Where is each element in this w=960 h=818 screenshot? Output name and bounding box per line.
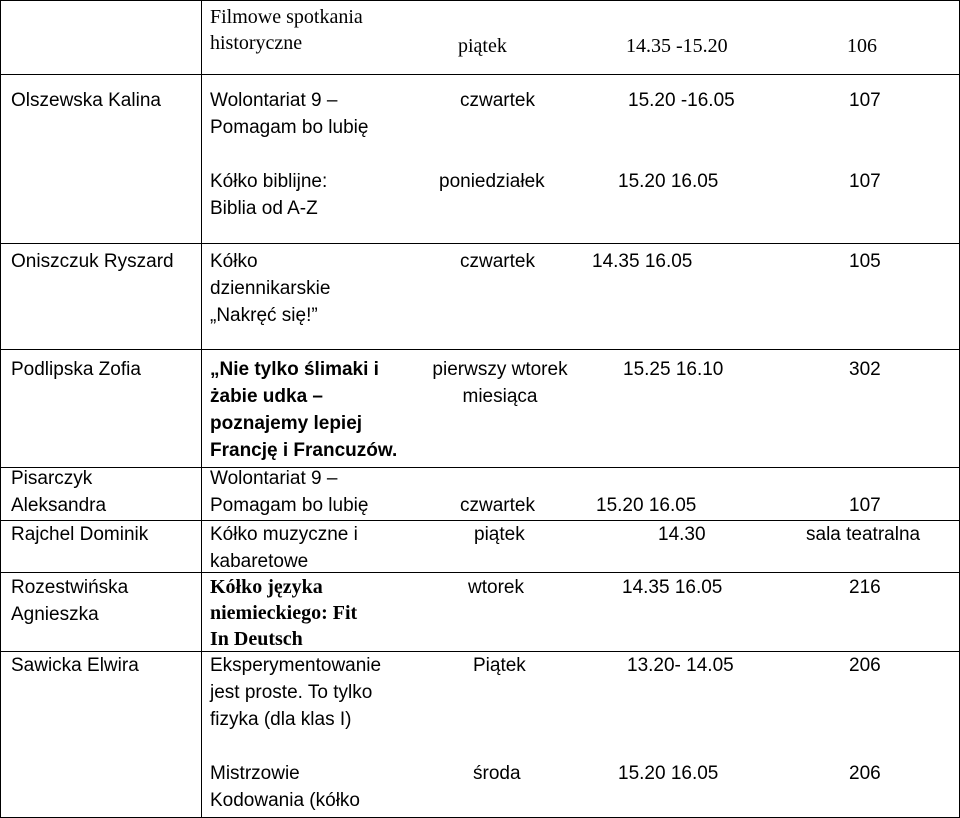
- room-cell: sala teatralna: [806, 524, 921, 545]
- day-cell: pierwszy wtorek miesiąca: [432, 359, 568, 407]
- time-cell: 14.35 16.05: [622, 577, 723, 598]
- activity-cell: Kółko muzyczne i kabaretowe: [210, 524, 358, 572]
- row-divider: [0, 572, 960, 573]
- time-cell: 14.35 -15.20: [626, 35, 728, 57]
- activity-cell: Eksperymentowanie jest proste. To tylko fizyka (dla klas I): [210, 655, 382, 730]
- day-cell: piątek: [458, 35, 507, 57]
- teacher-cell: Sawicka Elwira: [11, 655, 139, 676]
- day-cell: Piątek: [473, 655, 526, 676]
- day-cell: środa: [473, 763, 521, 784]
- day-cell: piątek: [474, 524, 525, 545]
- day-cell: czwartek: [460, 495, 535, 516]
- room-cell: 106: [847, 35, 877, 57]
- room-cell: 107: [849, 495, 881, 516]
- activity-cell: Kółko dziennikarskie „Nakręć się!”: [210, 251, 331, 326]
- activity-cell: Wolontariat 9 – Pomagam bo lubię: [210, 468, 369, 516]
- day-cell: czwartek: [460, 90, 535, 111]
- day-cell: poniedziałek: [439, 171, 545, 192]
- teacher-cell: Rozestwińska Agnieszka: [11, 577, 129, 625]
- room-cell: 107: [849, 90, 881, 111]
- time-cell: 13.20- 14.05: [627, 655, 734, 676]
- room-cell: 107: [849, 171, 881, 192]
- time-cell: 15.20 16.05: [596, 495, 697, 516]
- activity-cell: Kółko biblijne: Biblia od A-Z: [210, 171, 328, 219]
- time-cell: 14.35 16.05: [592, 251, 693, 272]
- row-divider: [0, 349, 960, 350]
- room-cell: 206: [849, 655, 881, 676]
- table-border-top: [0, 0, 960, 1]
- room-cell: 302: [849, 359, 881, 380]
- day-cell: wtorek: [468, 577, 524, 598]
- activity-cell: Mistrzowie Kodowania (kółko: [210, 763, 360, 811]
- row-divider: [0, 243, 960, 244]
- room-cell: 216: [849, 577, 881, 598]
- teacher-cell: Podlipska Zofia: [11, 359, 141, 380]
- time-cell: 14.30: [658, 524, 706, 545]
- teacher-cell: Oniszczuk Ryszard: [11, 251, 174, 272]
- teacher-cell: Olszewska Kalina: [11, 90, 161, 111]
- teacher-cell: Rajchel Dominik: [11, 524, 149, 545]
- activity-cell: „Nie tylko ślimaki i żabie udka – poznajemy lepiej Francję i Francuzów.: [210, 359, 398, 461]
- row-divider: [0, 467, 960, 468]
- time-cell: 15.20 -16.05: [628, 90, 735, 111]
- room-cell: 206: [849, 763, 881, 784]
- column-divider: [201, 0, 202, 818]
- activity-cell: Filmowe spotkania historyczne: [210, 6, 363, 54]
- time-cell: 15.25 16.10: [623, 359, 724, 380]
- activity-cell: Wolontariat 9 – Pomagam bo lubię: [210, 90, 369, 138]
- day-cell: czwartek: [460, 251, 535, 272]
- time-cell: 15.20 16.05: [618, 171, 719, 192]
- teacher-cell: Pisarczyk Aleksandra: [11, 468, 107, 516]
- room-cell: 105: [849, 251, 881, 272]
- row-divider: [0, 74, 960, 75]
- activity-cell: Kółko języka niemieckiego: Fit In Deutsch: [210, 576, 358, 650]
- table-border-left: [0, 0, 1, 818]
- time-cell: 15.20 16.05: [618, 763, 719, 784]
